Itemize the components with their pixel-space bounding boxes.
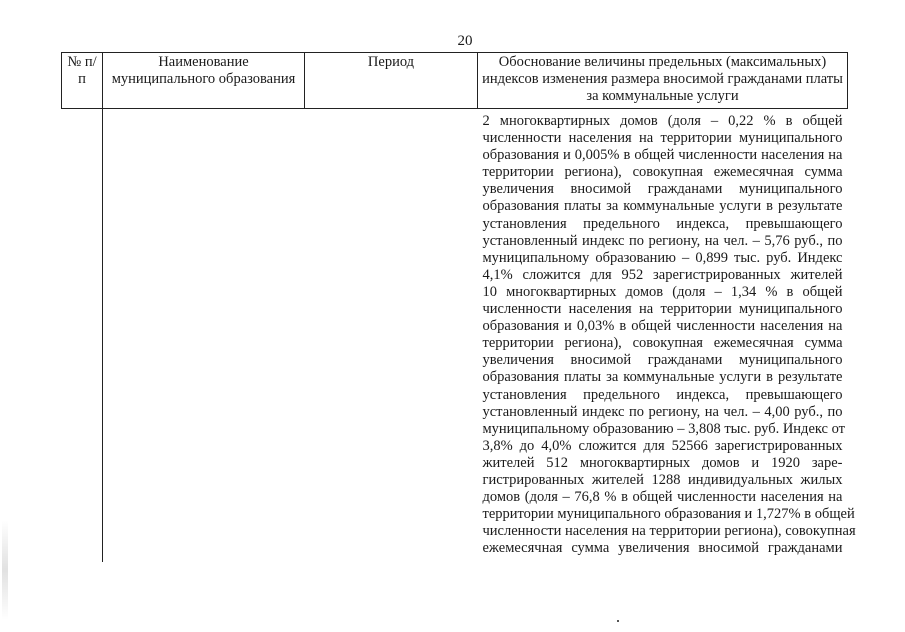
basis-line: увеличения вносимой гражданами муниципального — [482, 181, 843, 198]
basis-line: численности населения на территории муниципального — [482, 130, 843, 147]
basis-line: 2 многоквартирных домов (доля – 0,22 % в общей — [482, 113, 843, 129]
basis-text — [478, 109, 856, 557]
basis-line: муниципальному образованию – 3,808 тыс. руб. Индекс от — [482, 420, 846, 437]
basis-line: установления предельного индекса, превышающего — [482, 386, 843, 403]
basis-line: увеличения вносимой гражданами муниципального — [482, 352, 843, 369]
basis-line: образования и 0,03% в общей численности населения на — [482, 318, 843, 335]
basis-line: ежемесячная сумма увеличения вносимой гражданами — [482, 540, 843, 557]
header-period: Период — [305, 53, 478, 109]
basis-line: муниципальному образованию – 0,899 тыс. руб. Индекс — [482, 249, 843, 266]
basis-line: 10 многоквартирных домов (доля – 1,34 % в общей — [482, 283, 843, 300]
table-header-row — [62, 53, 848, 109]
cell-basis — [478, 109, 856, 562]
page-number: 20 — [457, 33, 473, 49]
header-municipality-name: Наименование муниципального образования — [103, 53, 305, 109]
basis-line: домов (доля – 76,8 % в общей численности населения на — [482, 489, 843, 506]
basis-line: численности населения на территории муниципального — [482, 301, 843, 318]
basis-line: территории региона), совокупная ежемесячная сумма — [482, 335, 843, 352]
cell-num — [62, 109, 103, 562]
tariff-index-table — [61, 52, 856, 562]
basis-line: установленный индекс по региону, на чел. – 4,00 руб., по — [482, 403, 843, 420]
basis-line: установленный индекс по региону, на чел. – 5,76 руб., по — [482, 232, 843, 249]
cell-period — [305, 109, 478, 562]
basis-line: образования платы за коммунальные услуги в результате — [482, 198, 843, 215]
basis-line: жителей 512 многоквартирных домов и 1920 заре- — [482, 454, 843, 471]
basis-line: 3,8% до 4,0% сложится для 52566 зарегистрированных — [482, 437, 843, 454]
basis-line: территории муниципального образования и 1,727% в общей — [482, 506, 855, 523]
basis-line: установления предельного индекса, превышающего — [482, 215, 843, 232]
header-basis: Обоснование величины предельных (максимальных) индексов изменения размера вносимой гражданами платы за коммунальные услуги — [478, 53, 848, 109]
header-num: № п/п — [62, 53, 103, 109]
basis-line: гистрированных жителей 1288 индивидуальных жилых — [482, 471, 843, 488]
cell-name — [103, 109, 305, 562]
basis-line: образования платы за коммунальные услуги в результате — [482, 369, 843, 386]
basis-line: территории региона), совокупная ежемесячная сумма — [482, 164, 843, 181]
scan-artifact — [2, 520, 8, 620]
basis-line: образования и 0,005% в общей численности населения на — [482, 147, 843, 164]
scan-dot — [617, 620, 619, 622]
basis-line: 4,1% сложится для 952 зарегистрированных жителей — [482, 266, 843, 283]
basis-line: численности населения на территории региона), совокупная — [482, 523, 856, 540]
table-row — [62, 109, 848, 562]
